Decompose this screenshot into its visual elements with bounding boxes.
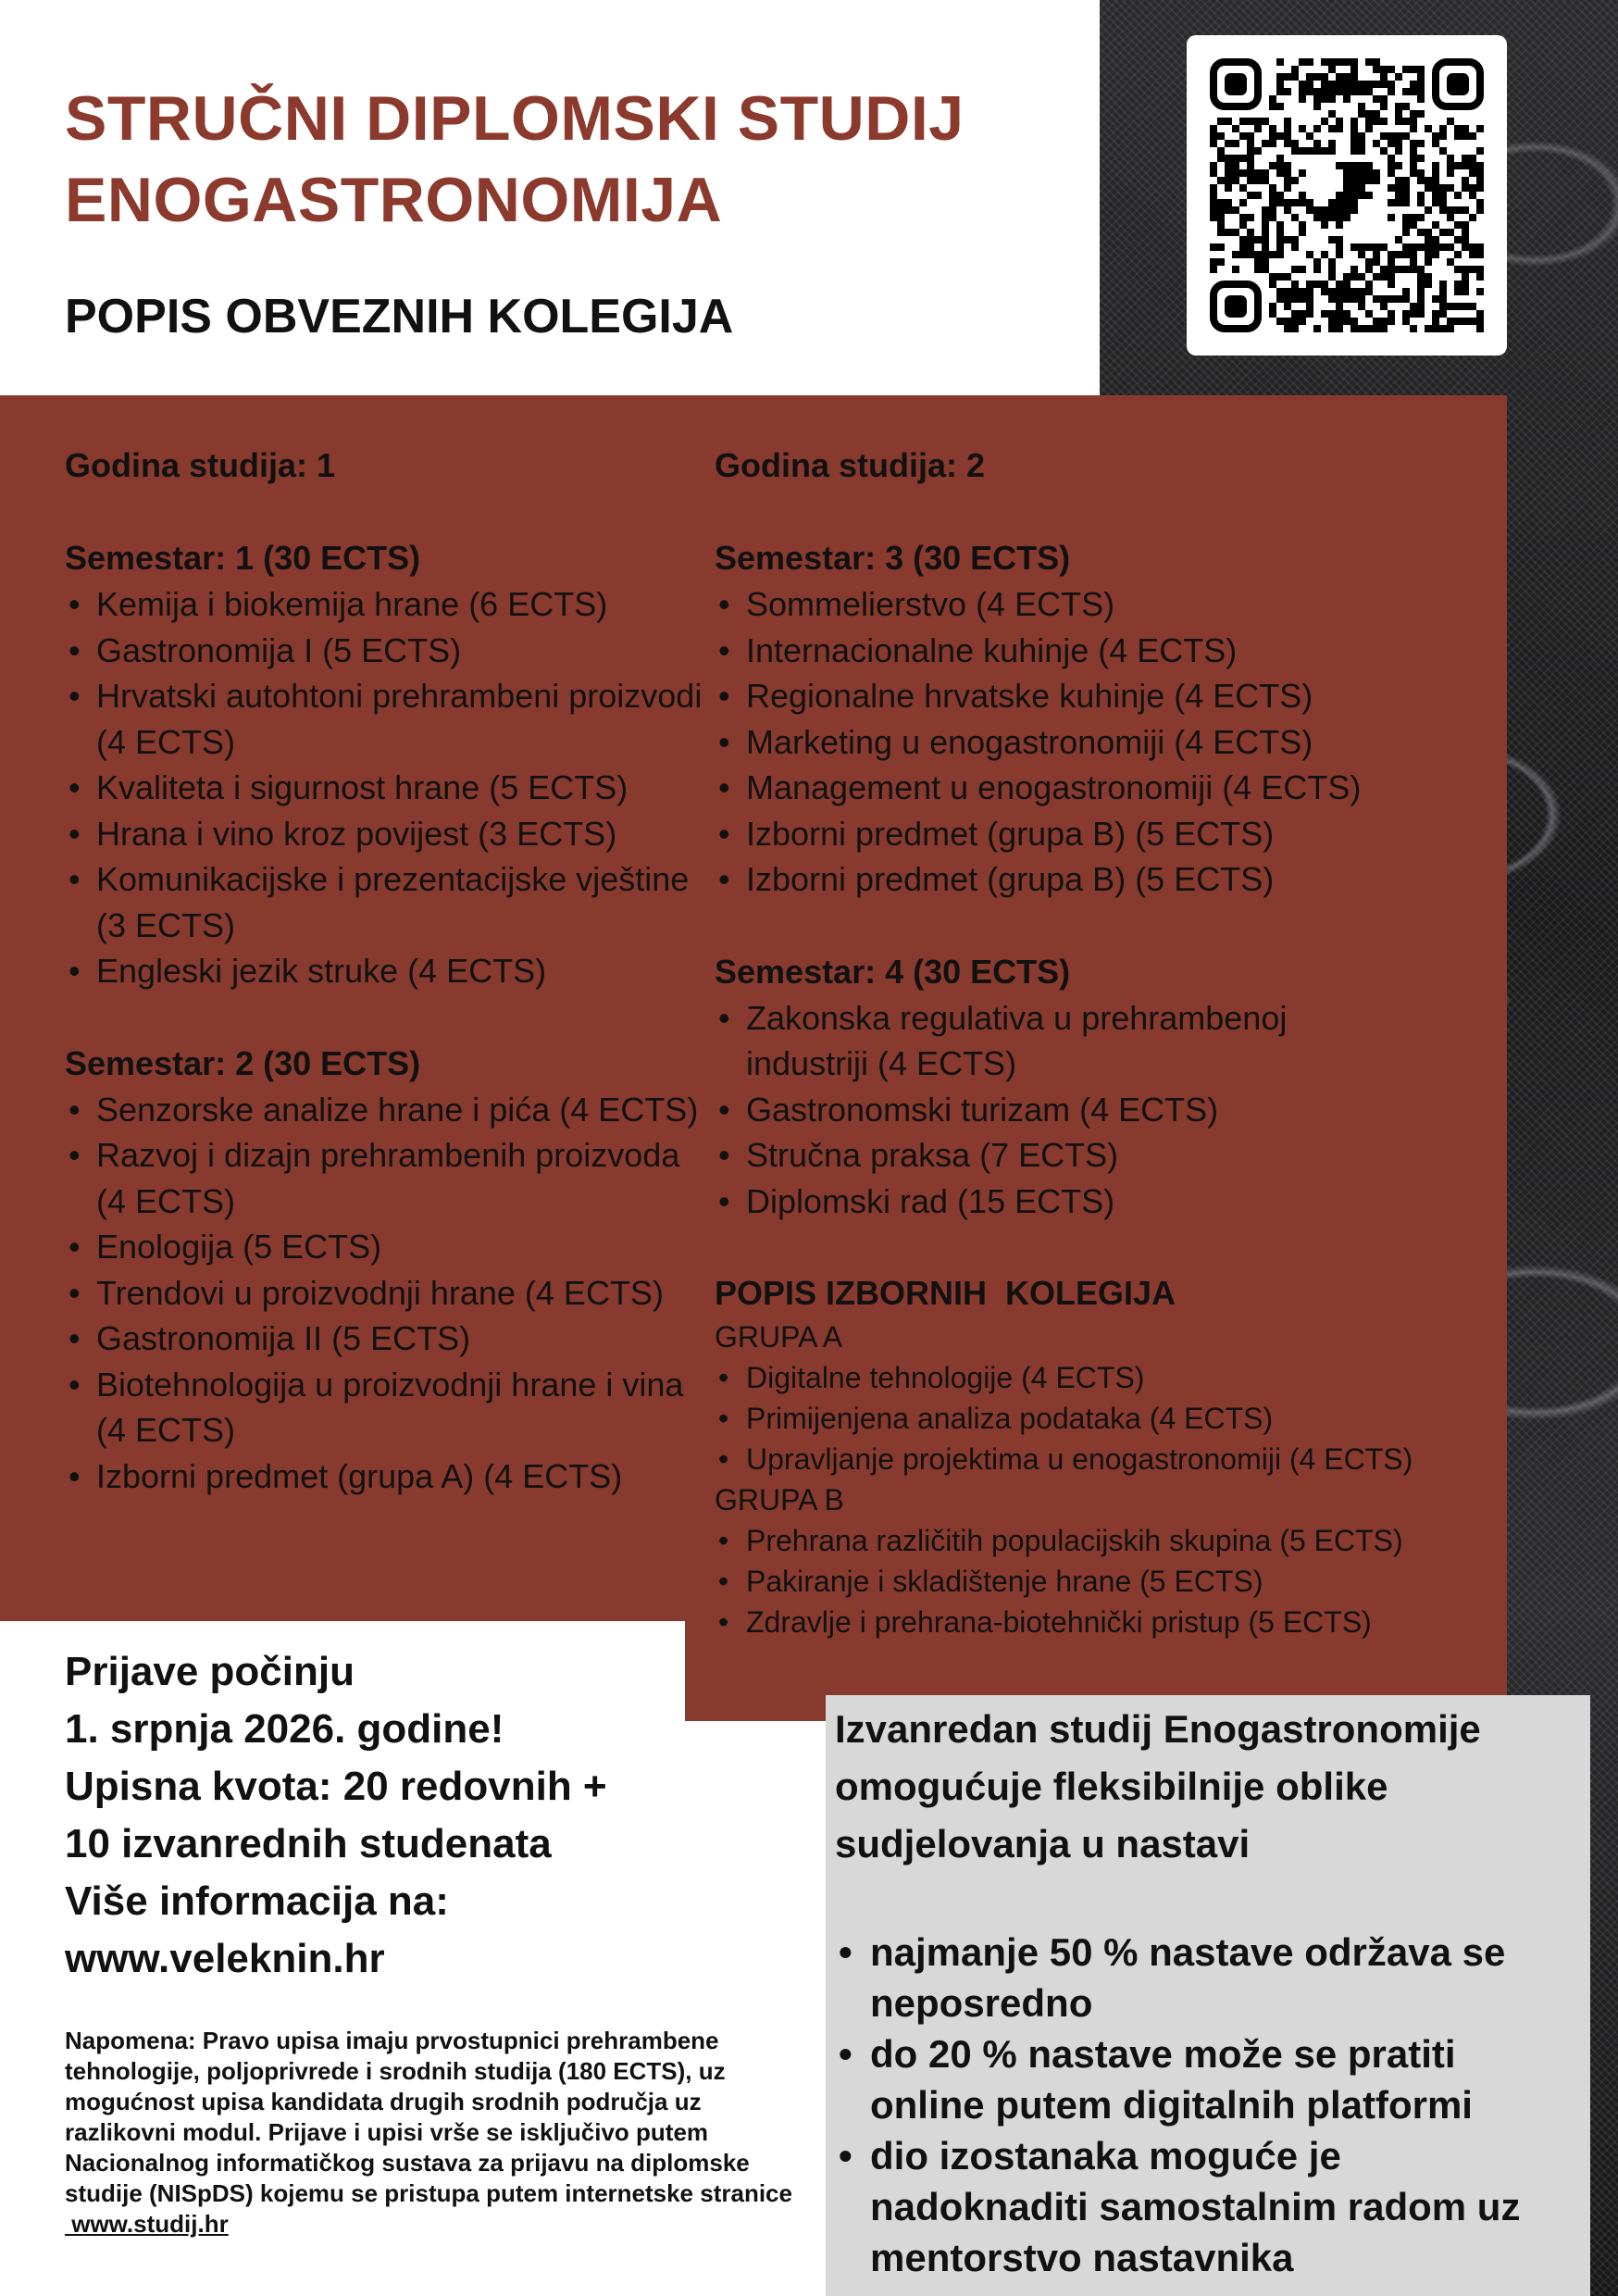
list-item: • Internacionalne kuhinje (4 ECTS) — [715, 628, 1511, 674]
part-time-title-line-2: omogućuje fleksibilnije oblike — [835, 1765, 1388, 1808]
semester-4-heading: Semestar: 4 (30 ECTS) — [715, 952, 1071, 991]
list-item: • Sommelierstvo (4 ECTS) — [715, 581, 1511, 628]
group-a-courses — [715, 1357, 1418, 1479]
list-item-line: online putem digitalnih platformi — [870, 2083, 1473, 2127]
application-line-5: Više informacija na: — [65, 1878, 449, 1924]
group-b-courses — [715, 1520, 1511, 1642]
list-item: • Management u enogastronomiji (4 ECTS) — [715, 765, 1511, 811]
list-item: • Upravljanje projektima u enogastronomiji (4 ECTS) — [715, 1439, 1418, 1479]
list-item: • Gastronomija I (5 ECTS) — [65, 628, 703, 674]
title-line-2: ENOGASTRONOMIJA — [65, 165, 723, 235]
list-item-line: • najmanje 50 % nastave održava se — [870, 1930, 1506, 1974]
qr-code[interactable] — [1187, 35, 1507, 356]
semester-2-heading: Semestar: 2 (30 ECTS) — [65, 1043, 421, 1082]
list-item-line: • dio izostanaka moguće je — [870, 2134, 1341, 2177]
list-item: • Trendovi u proizvodnji hrane (4 ECTS) — [65, 1270, 703, 1316]
semester-2-courses — [65, 1087, 703, 1500]
list-item — [835, 1927, 1585, 2028]
semester-1-courses — [65, 581, 703, 994]
list-item: • Engleski jezik struke (4 ECTS) — [65, 948, 703, 994]
list-item: • Enologija (5 ECTS) — [65, 1224, 703, 1270]
note-text: Napomena: Pravo upisa imaju prvostupnici prehrambene tehnologije, poljoprivrede i srodnih studija (180 ECTS), uz mogućnost upisa kandidata drugih srodnih područja uz razlikovni modul. Prijave i upisi vrše se isključivo putem Nacionalnog informatičkog sustava za prijavu na diplomske studije (NISpDS) kojemu se pristupa putem internetske stranice — [65, 2027, 792, 2207]
electives-heading: POPIS IZBORNIH KOLEGIJA — [715, 1274, 1176, 1312]
list-item-line: mentorstvo nastavnika — [870, 2236, 1294, 2279]
semester-4-courses — [715, 995, 1381, 1225]
qr-code-icon — [1210, 58, 1484, 332]
title-line-1: STRUČNI DIPLOMSKI STUDIJ — [65, 83, 965, 154]
year-1-heading: Godina studija: 1 — [65, 446, 336, 484]
semester-1-heading: Semestar: 1 (30 ECTS) — [65, 539, 421, 577]
part-time-title — [835, 1701, 1585, 1873]
list-item: • Izborni predmet (grupa A) (4 ECTS) — [65, 1454, 703, 1500]
list-item: • Diplomski rad (15 ECTS) — [715, 1179, 1381, 1225]
application-line-2: 1. srpnja 2026. godine! — [65, 1706, 504, 1752]
list-item: • Biotehnologija u proizvodnji hrane i vina (4 ECTS) — [65, 1362, 703, 1454]
list-item: • Gastronomija II (5 ECTS) — [65, 1316, 703, 1362]
qr-finder-pattern — [1214, 62, 1258, 106]
part-time-list — [835, 1927, 1585, 2283]
studij-link[interactable]: www.studij.hr — [65, 2210, 229, 2238]
qr-finder-pattern — [1214, 284, 1258, 329]
list-item: • Izborni predmet (grupa B) (5 ECTS) — [715, 811, 1511, 857]
list-item: • Kemija i biokemija hrane (6 ECTS) — [65, 581, 703, 628]
list-item-line: • do 20 % nastave može se pratiti — [870, 2032, 1456, 2076]
list-item-line: neposredno — [870, 1981, 1093, 2025]
list-item: • Primijenjena analiza podataka (4 ECTS) — [715, 1398, 1418, 1439]
list-item: • Zdravlje i prehrana-biotehnički pristup (5 ECTS) — [715, 1602, 1511, 1642]
application-line-3: Upisna kvota: 20 redovnih + — [65, 1764, 607, 1809]
application-line-1: Prijave počinju — [65, 1649, 355, 1694]
list-item: • Regionalne hrvatske kuhinje (4 ECTS) — [715, 673, 1511, 719]
list-item — [835, 2028, 1585, 2130]
list-item: • Zakonska regulativa u prehrambenoj industriji (4 ECTS) — [715, 995, 1381, 1087]
application-info — [65, 1643, 731, 1988]
list-item: • Hrana i vino kroz povijest (3 ECTS) — [65, 811, 703, 857]
year-1-column — [65, 443, 703, 1499]
group-b-label: GRUPA B — [715, 1483, 844, 1516]
website-link[interactable]: www.veleknin.hr — [65, 1936, 385, 1981]
list-item-line: nadoknaditi samostalnim radom uz — [870, 2185, 1521, 2228]
semester-3-heading: Semestar: 3 (30 ECTS) — [715, 539, 1071, 577]
list-item: • Hrvatski autohtoni prehrambeni proizvodi (4 ECTS) — [65, 673, 703, 765]
part-time-title-line-3: sudjelovanja u nastavi — [835, 1822, 1251, 1866]
dinosaur-icon — [1299, 162, 1380, 229]
list-item: • Stručna praksa (7 ECTS) — [715, 1132, 1381, 1179]
list-item — [835, 2130, 1585, 2283]
list-item: • Razvoj i dizajn prehrambenih proizvoda (4 ECTS) — [65, 1132, 703, 1224]
list-item: • Izborni predmet (grupa B) (5 ECTS) — [715, 856, 1511, 903]
list-item: • Senzorske analize hrane i pića (4 ECTS) — [65, 1087, 703, 1133]
admission-note — [65, 2026, 805, 2240]
part-time-title-line-1: Izvanredan studij Enogastronomije — [835, 1707, 1481, 1751]
page-title — [65, 78, 965, 241]
list-item: • Marketing u enogastronomiji (4 ECTS) — [715, 719, 1511, 766]
page-subtitle: POPIS OBVEZNIH KOLEGIJA — [65, 290, 734, 343]
semester-3-courses — [715, 581, 1511, 903]
list-item: • Pakiranje i skladištenje hrane (5 ECTS) — [715, 1561, 1511, 1602]
list-item: • Gastronomski turizam (4 ECTS) — [715, 1087, 1381, 1133]
year-2-column — [715, 443, 1511, 1642]
list-item: • Digitalne tehnologije (4 ECTS) — [715, 1357, 1418, 1398]
list-item: • Prehrana različitih populacijskih skupina (5 ECTS) — [715, 1520, 1511, 1561]
qr-finder-pattern — [1436, 62, 1480, 106]
group-a-label: GRUPA A — [715, 1320, 843, 1354]
part-time-info-box — [826, 1695, 1590, 2296]
list-item: • Kvaliteta i sigurnost hrane (5 ECTS) — [65, 765, 703, 811]
list-item: • Komunikacijske i prezentacijske vještine (3 ECTS) — [65, 856, 703, 948]
application-line-4: 10 izvanrednih studenata — [65, 1821, 552, 1866]
year-2-heading: Godina studija: 2 — [715, 446, 986, 484]
